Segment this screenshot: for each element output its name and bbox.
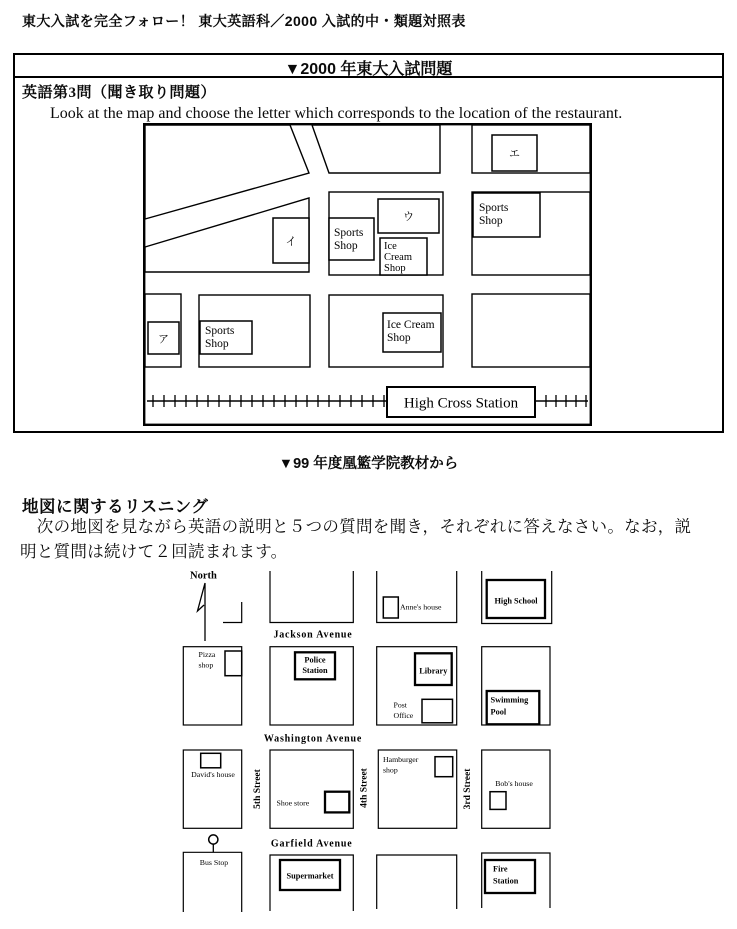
ice-cream-shop-label: Ice	[384, 241, 397, 252]
city-block	[482, 750, 550, 828]
annes-house-label: Anne's house	[400, 602, 442, 612]
annes-house-box	[383, 597, 398, 618]
listening-heading: 地図に関するリスニング	[22, 498, 209, 516]
sports-shop-label: Shop	[334, 240, 358, 252]
sports-shop-label: Shop	[205, 338, 229, 350]
bus-stop-label: Bus Stop	[199, 858, 229, 867]
city-block	[223, 602, 242, 623]
exam-map	[143, 123, 592, 426]
high-school-label: High School	[494, 596, 538, 606]
bobs-house-box	[490, 792, 506, 810]
pizza-shop-box	[225, 651, 242, 676]
ice-cream-shop-label: Ice Cream	[387, 319, 435, 331]
post-office-label: Office	[393, 711, 414, 720]
answer-letter-e: エ	[509, 148, 520, 160]
exam-box-header: ▼2000 年東大入試問題	[15, 55, 722, 78]
listening-instruction-line2: 明と質問は続けて２回読まれます。	[20, 541, 288, 561]
fire-station-label: Station	[493, 876, 519, 886]
street-label-washington: Washington Avenue	[263, 733, 363, 745]
question-heading: 英語第3問（聞き取り問題）	[22, 85, 217, 101]
bobs-house-label: Bob's house	[495, 779, 533, 788]
document-title: 東大入試を完全フォロー！ 東大英語科／2000 入試的中・類題対照表	[22, 13, 466, 29]
north-label: North	[190, 570, 217, 582]
supermarket-label: Supermarket	[286, 871, 334, 881]
pizza-shop-label: Pizza	[198, 650, 216, 659]
exam-question-box	[13, 53, 724, 433]
ice-cream-shop-label: Shop	[387, 332, 411, 344]
answer-letter-i: イ	[285, 236, 297, 248]
listening-instruction-line1: 次の地図を見ながら英語の説明と５つの質問を聞き，それぞれに答えなさい。なお，説	[20, 517, 692, 536]
question-instruction: Look at the map and choose the letter which corresponds to the location of the restaurant.	[50, 105, 623, 122]
section2-header: ▼99 年度凰籃学院教材から	[278, 456, 459, 472]
hamburger-shop-box	[435, 757, 453, 777]
listening-instruction	[20, 515, 725, 564]
sports-shop-label: Shop	[479, 215, 503, 227]
sports-shop-box	[329, 218, 374, 260]
bus-stop-sign-icon	[209, 835, 218, 844]
ice-cream-shop-label: Cream	[384, 252, 412, 263]
sports-shop-label: Sports	[334, 227, 364, 239]
davids-house-label: David's house	[191, 770, 235, 779]
pizza-shop-label: shop	[198, 660, 214, 670]
answer-letter-u: ウ	[403, 211, 414, 223]
sports-shop-label: Sports	[205, 325, 235, 337]
station-label: High Cross Station	[403, 395, 519, 412]
ice-cream-shop-label: Shop	[384, 263, 406, 274]
city-block	[312, 125, 440, 173]
city-block	[270, 750, 353, 828]
listening-map	[180, 565, 560, 929]
city-block	[270, 571, 353, 623]
shoe-store-box	[325, 792, 349, 813]
sports-shop-label: Sports	[479, 202, 509, 214]
hamburger-shop-label: shop	[383, 765, 398, 775]
police-station-label: Police	[304, 655, 326, 665]
shoe-store-label: Shoe store	[276, 798, 310, 808]
street-label-5th: 5th Street	[253, 769, 263, 809]
street-label-4th: 4th Street	[359, 768, 370, 808]
north-arrow-icon	[198, 583, 206, 641]
library-label: Library	[419, 666, 448, 676]
fire-station-label: Fire	[493, 864, 508, 874]
davids-house-box	[201, 753, 221, 768]
city-block	[472, 294, 590, 367]
hamburger-shop-label: Hamburger	[383, 755, 419, 764]
answer-letter-a: ア	[158, 333, 169, 346]
post-office-box	[422, 699, 453, 723]
post-office-label: Post	[393, 700, 407, 710]
city-block	[377, 855, 457, 909]
police-station-label: Station	[302, 666, 328, 675]
swimming-pool-label: Pool	[490, 707, 507, 717]
street-label-garfield: Garfield Avenue	[270, 838, 353, 850]
street-label-3rd: 3rd Street	[463, 768, 473, 810]
swimming-pool-label: Swimming	[490, 695, 529, 705]
street-label-jackson: Jackson Avenue	[273, 629, 353, 641]
